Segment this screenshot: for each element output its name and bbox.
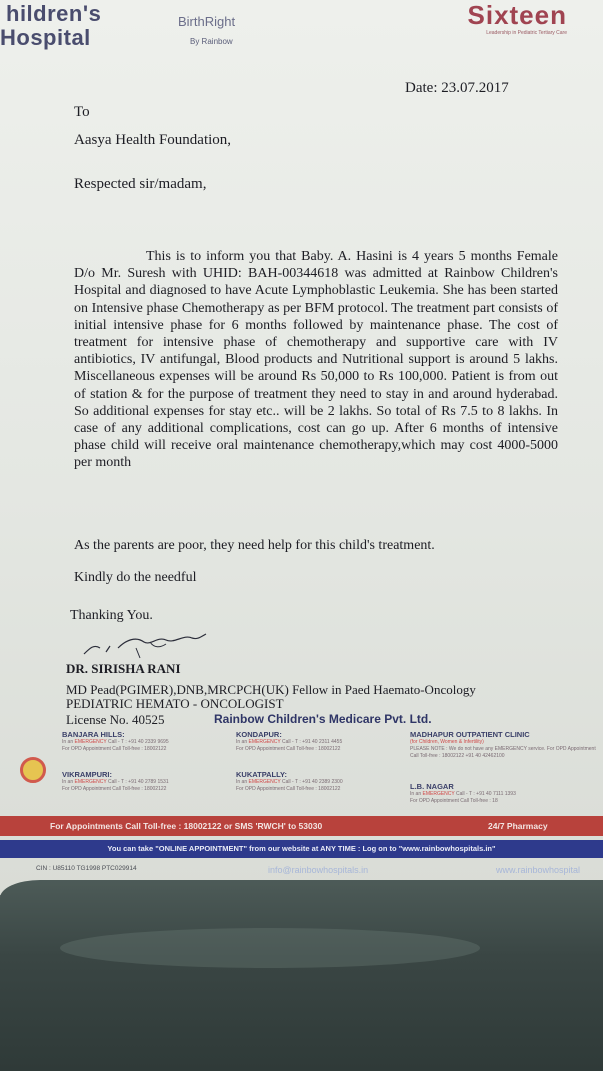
branch-kukatpally: KUKATPALLY: In an EMERGENCY Call - T : +91 40 2389 2300 For OPD Appointment Call Toll-free : 18002122: [236, 770, 343, 792]
appointments-text: For Appointments Call Toll-free : 18002122 or SMS 'RWCH' to 53030: [50, 821, 323, 831]
branch-madhapur: MADHAPUR OUTPATIENT CLINIC (for Children, Women & Infertility) PLEASE NOTE : We do not have any EMERGENCY service. For OPD Appointment Call Toll-free : 18002122 +91 40 42462100: [410, 730, 596, 759]
cin-number: CIN : U85110 TG1998 PTC029914: [36, 865, 137, 872]
letter-addressee: Aasya Health Foundation,: [74, 132, 232, 148]
sixteen-tagline: Leadership in Pediatric Tertiary Care: [486, 30, 567, 36]
letter-date: Date: 23.07.2017: [405, 80, 509, 96]
letter-to: To: [74, 104, 90, 120]
footer-email: info@rainbowhospitals.in: [268, 865, 369, 875]
doctor-qualifications: MD Pead(PGIMER),DNB,MRCPCH(UK) Fellow in Paed Haemato-Oncology: [66, 682, 476, 697]
partner-name: BirthRight: [178, 14, 236, 29]
doctor-license: License No. 40525: [66, 712, 165, 727]
sixteen-logo: Sixteen: [467, 0, 567, 30]
branch-lb-nagar: L.B. NAGAR In an EMERGENCY Call - T : +91 40 7111 1393 For OPD Appointment Call Toll-free : 18: [410, 782, 516, 804]
closing-line: Thanking You.: [70, 608, 153, 623]
branch-list: [56, 730, 603, 810]
pharmacy-text: 24/7 Pharmacy: [488, 821, 548, 831]
request-line: Kindly do the needful: [74, 570, 197, 585]
hospital-name-line2: Hospital: [0, 25, 91, 50]
doctor-department: PEDIATRIC HEMATO - ONCOLOGIST: [66, 696, 284, 711]
partner-logo: [178, 14, 235, 46]
parents-note: As the parents are poor, they need help for this child's treatment.: [74, 538, 435, 553]
background-cloth: [0, 880, 603, 1071]
partner-sub: By Rainbow: [190, 37, 233, 46]
appointments-bar: [0, 816, 603, 836]
branch-kondapur: KONDAPUR: In an EMERGENCY Call - T : +91 40 2311 4455 For OPD Appointment Call Toll-free : 18002122: [236, 730, 343, 752]
hospital-name-line1: hildren's: [6, 1, 102, 26]
footer-website: www.rainbowhospital: [496, 865, 581, 875]
online-appointment-bar: You can take "ONLINE APPOINTMENT" from our website at ANY TIME : Log on to "www.rainbowhospitals.in": [0, 840, 603, 858]
branch-banjara: BANJARA HILLS: In an EMERGENCY Call - T : +91 40 2339 9695 For OPD Appointment Call Toll-free : 18002122: [62, 730, 169, 752]
hospital-emblem-icon: [20, 757, 46, 783]
doctor-name: DR. SIRISHA RANI: [66, 661, 181, 676]
company-name: Rainbow Children's Medicare Pvt. Ltd.: [214, 712, 432, 726]
hospital-logo: [0, 1, 102, 50]
letter-salutation: Respected sir/madam,: [74, 176, 207, 192]
letter-body: This is to inform you that Baby. A. Hasini is 4 years 5 months Female D/o Mr. Suresh with UHID: BAH-00344618 was admitted at Rainbow Children's Hospital and diagnosed to have Acute Lymphoblastic Leukemia. She has been started on Intensive phase Chemotherapy as per BFM protocol. The treatment part consists of initial intensive phase for 6 months followed by maintenance phase. The cost of treatment for intensive phase of chemotherapy and supportive care with IV antibiotics, IV antifungal, Blood products and Nutritional support is around 5 lakhs. Miscellaneous expenses will be around Rs 50,000 to Rs 100,000. Patient is from out of station & for the purpose of treatment they need to stay in and around hyderabad. So additional expenses for stay etc.. will be 2 lakhs. So total of Rs 7.5 to 8 lakhs. In case of any additional complications, cost can go up. After 6 months of intensive phase child will receive oral maintenance chemotherapy,which may cost 4000-5000 per month: [74, 249, 558, 471]
branch-vikrampuri: VIKRAMPURI: In an EMERGENCY Call - T : +91 40 2789 1531 For OPD Appointment Call Toll-free : 18002122: [62, 770, 169, 792]
handwritten-signature: [80, 618, 210, 662]
